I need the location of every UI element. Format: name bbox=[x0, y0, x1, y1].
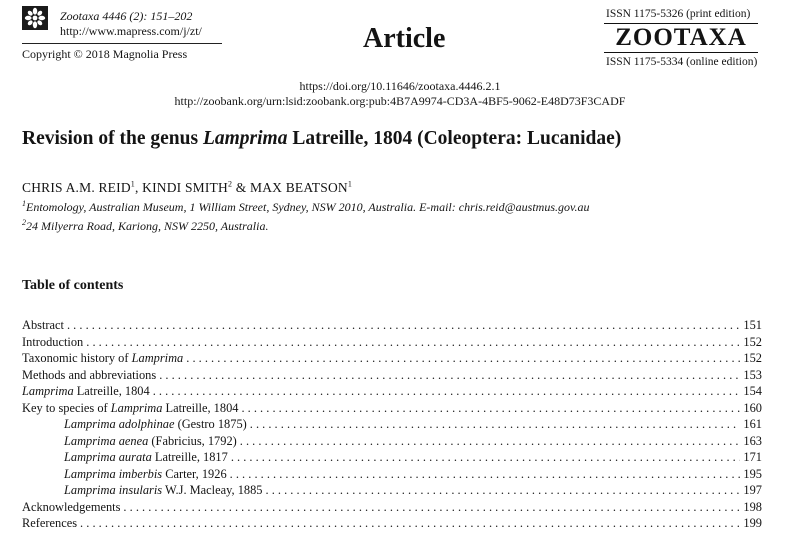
toc-entry-prefix: Taxonomic history of bbox=[22, 351, 132, 365]
author-affiliation-mark: 2 bbox=[227, 179, 233, 189]
journal-url-link[interactable]: http://www.mapress.com/j/zt/ bbox=[60, 24, 202, 38]
toc-entry[interactable] bbox=[22, 515, 762, 532]
author-affiliation-mark: 1 bbox=[347, 179, 353, 189]
toc-entry-label bbox=[22, 499, 120, 516]
toc-heading: Table of contents bbox=[22, 278, 124, 293]
toc-entry[interactable] bbox=[22, 499, 762, 516]
affiliation-1 bbox=[22, 200, 589, 214]
toc-entry-italic: Lamprima aenea bbox=[64, 433, 149, 448]
toc-entry-text: Latreille, 1817 bbox=[151, 450, 228, 464]
toc-dot-leader bbox=[186, 350, 740, 367]
toc-page-number: 151 bbox=[743, 318, 762, 332]
toc-page-number: 163 bbox=[743, 433, 762, 448]
doi-link[interactable]: https://doi.org/10.11646/zootaxa.4446.2.1 bbox=[299, 79, 501, 93]
header-divider bbox=[22, 43, 222, 44]
toc-page-number: 152 bbox=[743, 334, 762, 349]
toc-dot-leader bbox=[153, 383, 741, 400]
author-affiliation-mark: 1 bbox=[130, 179, 135, 189]
brand-rule-bottom bbox=[604, 52, 758, 53]
toc-entry-italic: Lamprima bbox=[110, 400, 163, 415]
table-of-contents bbox=[22, 317, 762, 532]
toc-dot-leader bbox=[67, 317, 740, 334]
author-separator: & bbox=[232, 180, 251, 195]
author-name: KINDI SMITH bbox=[142, 180, 228, 195]
affiliation-2 bbox=[22, 219, 268, 233]
article-type-label: Article bbox=[363, 23, 446, 54]
toc-page-number: 199 bbox=[743, 516, 762, 530]
toc-entry-text: W.J. Macleay, 1885 bbox=[162, 483, 263, 497]
toc-entry[interactable] bbox=[22, 350, 762, 367]
copyright-notice: Copyright © 2018 Magnolia Press bbox=[22, 47, 188, 61]
toc-dot-leader bbox=[159, 367, 740, 384]
affiliation-mark: 1 bbox=[22, 199, 26, 208]
toc-page-number: 195 bbox=[743, 466, 762, 481]
toc-entry-label bbox=[64, 449, 228, 466]
toc-entry-text: (Fabricius, 1792) bbox=[148, 433, 237, 448]
magnolia-press-logo bbox=[22, 6, 48, 30]
toc-dot-leader bbox=[241, 400, 740, 417]
toc-entry-prefix: Key to species of bbox=[22, 400, 111, 415]
toc-entry-label bbox=[22, 317, 64, 334]
toc-dot-leader bbox=[230, 466, 741, 483]
toc-entry-label bbox=[22, 383, 150, 400]
toc-entry-text: (Gestro 1875) bbox=[174, 417, 247, 431]
toc-dot-leader bbox=[86, 334, 740, 351]
title-part-2: Latreille, 1804 (Coleoptera: Lucanidae) bbox=[287, 128, 622, 149]
toc-entry-text: Introduction bbox=[22, 334, 84, 349]
issn-print: ISSN 1175-5326 (print edition) bbox=[606, 8, 751, 20]
zootaxa-wordmark bbox=[604, 23, 758, 53]
affiliation-text: 24 Milyerra Road, Kariong, NSW 2250, Australia. bbox=[26, 219, 269, 233]
toc-entry-label bbox=[22, 515, 77, 532]
toc-entry-label bbox=[22, 350, 183, 367]
paper-title bbox=[22, 127, 621, 151]
author-name: CHRIS A.M. REID bbox=[22, 180, 131, 195]
author-separator: , bbox=[134, 180, 143, 195]
toc-entry-label bbox=[64, 482, 263, 499]
brand-text: ZOOTAXA bbox=[615, 24, 747, 51]
toc-entry-italic: Lamprima adolphinae bbox=[64, 417, 175, 431]
zoobank-link[interactable]: http://zoobank.org/urn:lsid:zoobank.org:pub:4B7A9974-CD3A-4BF5-9062-E48D73F3CADF bbox=[174, 94, 626, 108]
toc-entry-label bbox=[64, 416, 247, 433]
toc-entry-text: Latreille, 1804 bbox=[162, 400, 239, 415]
toc-page-number: 161 bbox=[743, 417, 762, 431]
author-list bbox=[22, 180, 352, 196]
affiliation-text: Entomology, Australian Museum, 1 William Street, Sydney, NSW 2010, Australia. E-mail: chris.reid@austmus.gov.au bbox=[26, 200, 590, 214]
toc-entry-italic: Lamprima imberbis bbox=[64, 466, 163, 481]
toc-dot-leader bbox=[123, 499, 740, 516]
title-genus: Lamprima bbox=[202, 128, 288, 149]
toc-entry-label bbox=[22, 400, 238, 417]
toc-entry-italic: Lamprima aurata bbox=[64, 450, 152, 464]
toc-dot-leader bbox=[250, 416, 741, 433]
toc-entry[interactable] bbox=[22, 400, 762, 417]
toc-entry-text: Acknowledgements bbox=[22, 499, 121, 514]
toc-dot-leader bbox=[266, 482, 741, 499]
toc-dot-leader bbox=[240, 433, 741, 450]
toc-entry-label bbox=[64, 466, 227, 483]
toc-entry[interactable] bbox=[22, 367, 762, 384]
toc-page-number: 152 bbox=[743, 351, 762, 365]
toc-entry[interactable] bbox=[22, 383, 762, 400]
toc-entry-text: Latreille, 1804 bbox=[73, 384, 150, 398]
affiliation-mark: 2 bbox=[22, 218, 26, 227]
toc-entry[interactable] bbox=[22, 449, 762, 466]
issn-online: ISSN 1175-5334 (online edition) bbox=[606, 56, 758, 68]
toc-entry-label bbox=[64, 433, 237, 450]
toc-entry[interactable] bbox=[22, 416, 762, 433]
title-part-1: Revision of the genus bbox=[22, 128, 203, 149]
toc-entry-italic: Lamprima bbox=[131, 351, 184, 365]
toc-entry[interactable] bbox=[22, 466, 762, 483]
toc-dot-leader bbox=[80, 515, 740, 532]
toc-entry-text: Abstract bbox=[22, 318, 64, 332]
toc-entry-text: Methods and abbreviations bbox=[22, 367, 157, 382]
toc-entry[interactable] bbox=[22, 317, 762, 334]
author-name: MAX BEATSON bbox=[250, 180, 348, 195]
toc-page-number: 153 bbox=[743, 367, 762, 382]
toc-entry-label bbox=[22, 367, 156, 384]
toc-entry[interactable] bbox=[22, 482, 762, 499]
toc-page-number: 160 bbox=[743, 400, 762, 415]
journal-citation: Zootaxa 4446 (2): 151–202 bbox=[60, 9, 193, 23]
toc-page-number: 198 bbox=[743, 499, 762, 514]
toc-entry-text: Carter, 1926 bbox=[162, 466, 227, 481]
toc-entry[interactable] bbox=[22, 334, 762, 351]
toc-page-number: 197 bbox=[743, 483, 762, 497]
toc-entry-italic: Lamprima insularis bbox=[64, 483, 163, 497]
toc-entry-text: References bbox=[22, 516, 78, 530]
toc-page-number: 171 bbox=[743, 450, 762, 464]
brand-rule-top bbox=[604, 23, 758, 24]
toc-entry-italic: Lamprima bbox=[22, 384, 74, 398]
toc-dot-leader bbox=[231, 449, 741, 466]
toc-page-number: 154 bbox=[743, 384, 762, 398]
toc-entry[interactable] bbox=[22, 433, 762, 450]
toc-entry-label bbox=[22, 334, 83, 351]
